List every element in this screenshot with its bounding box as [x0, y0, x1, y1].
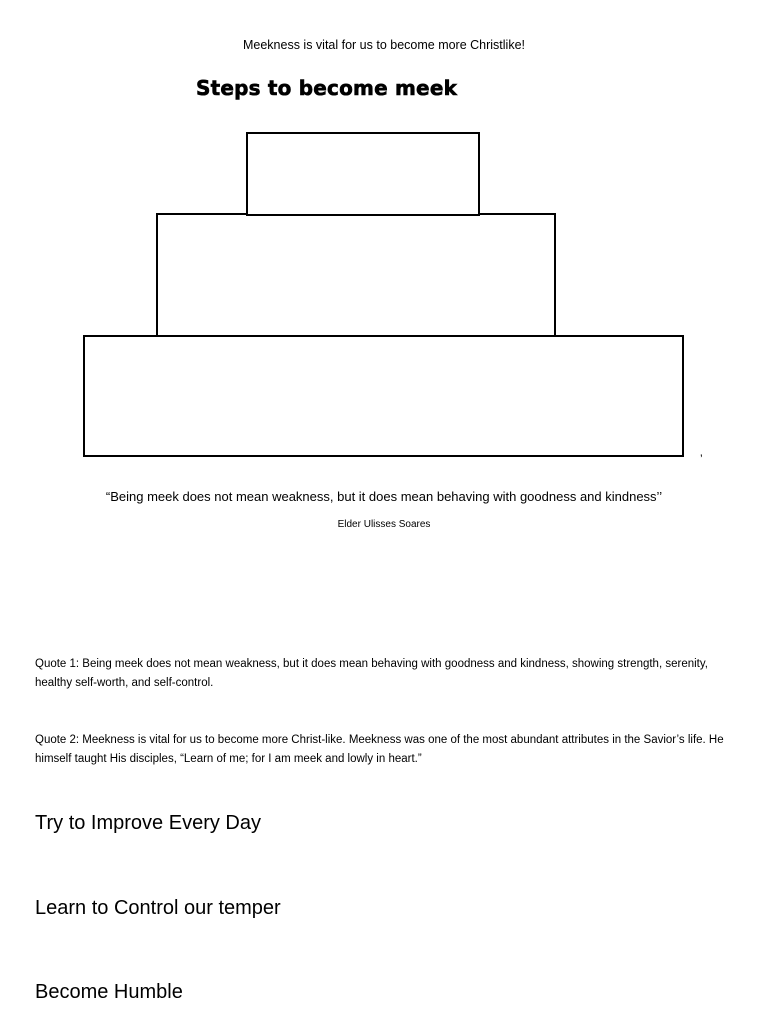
featured-quote: “Being meek does not mean weakness, but it does mean behaving with goodness and kindness’’ [105, 489, 663, 504]
step-item-humble: Become Humble [35, 981, 183, 1003]
pyramid-step-top [246, 132, 480, 216]
pyramid-step-middle [156, 213, 556, 338]
step-item-control-temper: Learn to Control our temper [35, 897, 281, 919]
stray-apostrophe: ’ [700, 452, 703, 466]
pyramid-step-bottom [83, 335, 684, 457]
intro-line: Meekness is vital for us to become more Christlike! [242, 38, 526, 52]
quote-author: Elder Ulisses Soares [337, 519, 431, 530]
quote-1-paragraph: Quote 1: Being meek does not mean weakness, but it does mean behaving with goodness and kindness, showing strength, serenity, healthy self-worth, and self-control. [35, 658, 708, 689]
step-item-improve: Try to Improve Every Day [35, 812, 261, 834]
quote-2-paragraph: Quote 2: Meekness is vital for us to become more Christ-like. Meekness was one of the most abundant attributes in the Savior’s life. He himself taught His disciples, “Learn of me; for I am meek and lowly in heart.” [35, 734, 724, 765]
worksheet-title: Steps to become meek [196, 76, 458, 100]
